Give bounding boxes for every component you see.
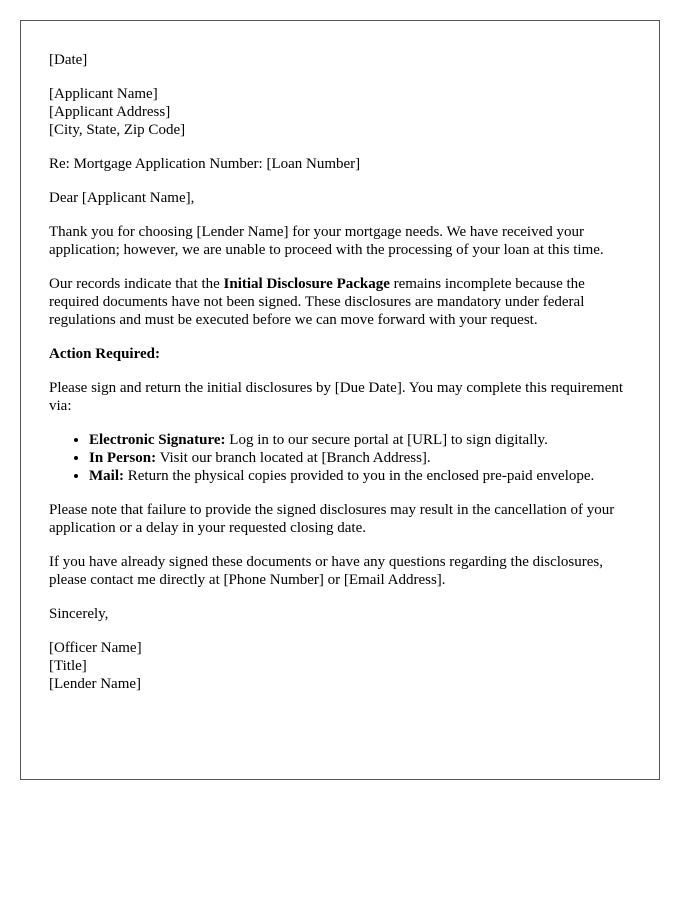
recipient-block bbox=[49, 85, 631, 139]
records-paragraph bbox=[49, 275, 631, 329]
officer-title: [Title] bbox=[49, 658, 87, 674]
instructions-paragraph: Please sign and return the initial disclosures by [Due Date]. You may complete this requirement via: bbox=[49, 380, 624, 414]
method-text: Log in to our secure portal at [URL] to sign digitally. bbox=[225, 432, 548, 448]
intro-paragraph: Thank you for choosing [Lender Name] for your mortgage needs. We have received your application; however, we are unable to proceed with the processing of your loan at this time. bbox=[49, 224, 604, 258]
date-line: [Date] bbox=[49, 52, 88, 68]
signature-block bbox=[49, 639, 631, 693]
salutation: Dear [Applicant Name], bbox=[49, 190, 195, 206]
officer-name: [Officer Name] bbox=[49, 640, 142, 656]
action-required-heading: Action Required: bbox=[49, 346, 160, 362]
lender-name: [Lender Name] bbox=[49, 676, 142, 692]
warning-paragraph: Please note that failure to provide the signed disclosures may result in the cancellation of your application or a delay in your requested closing date. bbox=[49, 502, 615, 536]
contact-paragraph: If you have already signed these documents or have any questions regarding the disclosures, please contact me directly at [Phone Number] or [Email Address]. bbox=[49, 554, 604, 588]
records-text-after: remains incomplete because the required documents have not been signed. These disclosures are mandatory under federal regulations and must be executed before we can move forward with your request. bbox=[49, 276, 585, 328]
closing: Sincerely, bbox=[49, 606, 109, 622]
list-item bbox=[89, 449, 631, 467]
list-item bbox=[89, 467, 631, 485]
records-text-before: Our records indicate that the bbox=[49, 276, 224, 292]
signing-methods-list bbox=[49, 431, 631, 485]
method-label: Mail: bbox=[89, 468, 124, 484]
method-label: In Person: bbox=[89, 450, 157, 466]
recipient-city-state-zip: [City, State, Zip Code] bbox=[49, 122, 186, 138]
method-text: Visit our branch located at [Branch Address]. bbox=[156, 450, 431, 466]
list-item bbox=[89, 431, 631, 449]
re-line: Re: Mortgage Application Number: [Loan Number] bbox=[49, 156, 361, 172]
method-label: Electronic Signature: bbox=[89, 432, 226, 448]
records-text-bold: Initial Disclosure Package bbox=[223, 276, 390, 292]
method-text: Return the physical copies provided to you in the enclosed pre-paid envelope. bbox=[124, 468, 595, 484]
recipient-name: [Applicant Name] bbox=[49, 86, 158, 102]
letter-page bbox=[20, 20, 660, 780]
recipient-address: [Applicant Address] bbox=[49, 104, 171, 120]
